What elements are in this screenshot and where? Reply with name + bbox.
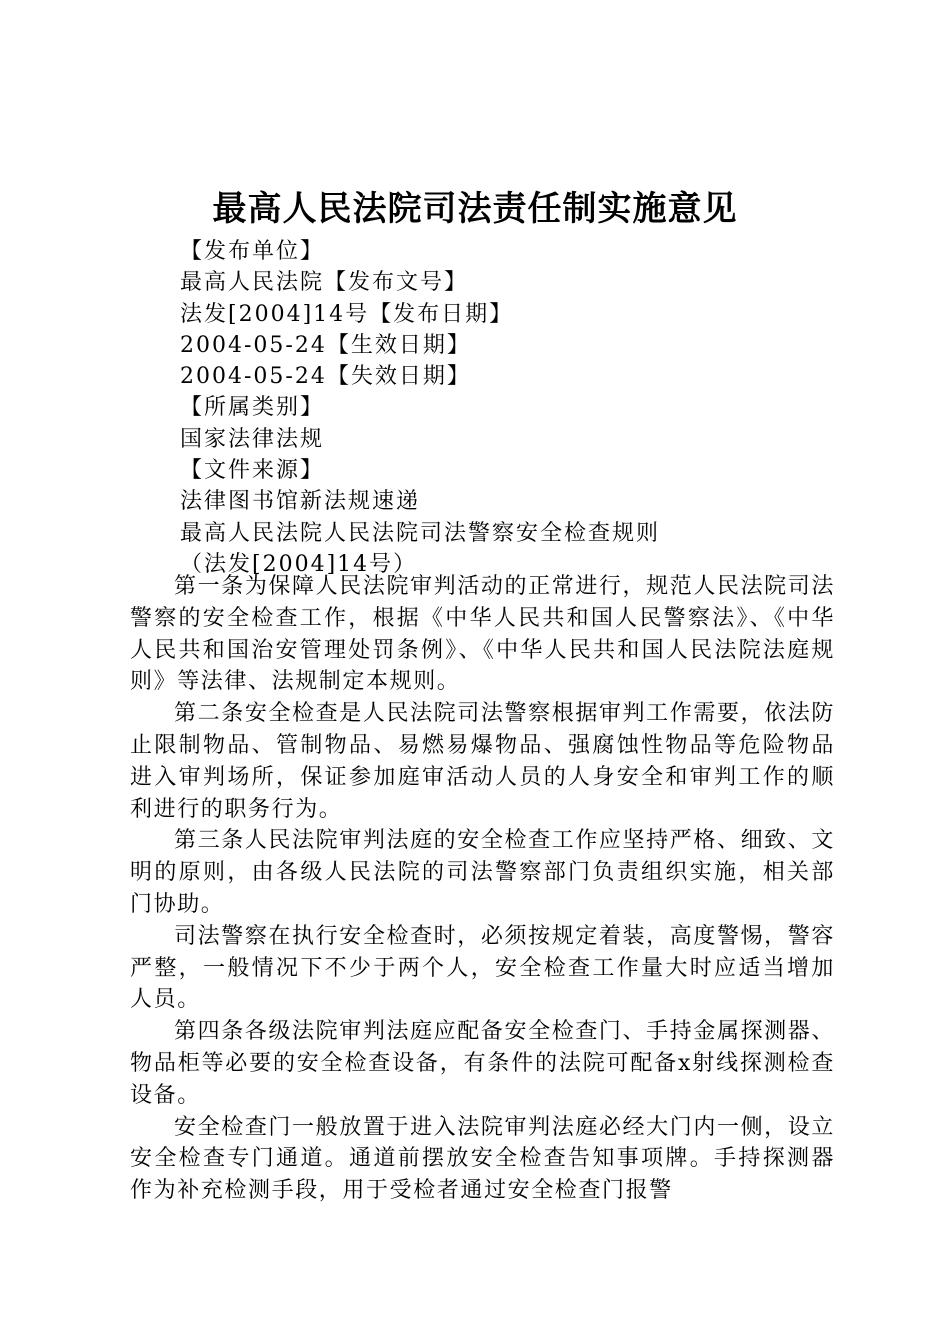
body-paragraph: 第四条各级法院审判法庭应配备安全检查门、手持金属探测器、物品柜等必要的安全检查设备，有条件的法院可配备x射线探测检查设备。 (130, 1019, 835, 1108)
document-meta (180, 236, 860, 580)
meta-line: 【所属类别】 (180, 395, 325, 421)
meta-line: （法发[2004]14号） (180, 551, 418, 577)
meta-line: 法律图书馆新法规速递 (180, 489, 421, 515)
meta-line: 法发[2004]14号【发布日期】 (180, 301, 514, 327)
body-paragraph: 第一条为保障人民法院审判活动的正常进行，规范人民法院司法警察的安全检查工作，根据《中华人民共和国人民警察法》、《中华人民共和国治安管理处罚条例》、《中华人民共和国人民法院法庭规则》等法律、法规制定本规则。 (130, 574, 835, 695)
meta-line: 【发布单位】 (180, 239, 325, 264)
body-paragraph: 第二条安全检查是人民法院司法警察根据审判工作需要，依法防止限制物品、管制物品、易燃易爆物品、强腐蚀性物品等危险物品进入审判场所，保证参加庭审活动人员的人身安全和审判工作的顺利进行的职务行为。 (130, 701, 835, 822)
meta-line: 2004-05-24【生效日期】 (180, 332, 471, 358)
document-title: 最高人民法院司法责任制实施意见 (212, 189, 738, 229)
meta-line: 最高人民法院人民法院司法警察安全检查规则 (180, 520, 661, 546)
meta-line: 2004-05-24【失效日期】 (180, 364, 471, 390)
meta-line: 【文件来源】 (180, 458, 325, 484)
body-paragraph: 司法警察在执行安全检查时，必须按规定着装，高度警惕，警容严整，一般情况下不少于两个人，安全检查工作量大时应适当增加人员。 (130, 923, 835, 1013)
document-body (130, 571, 835, 1207)
meta-line: 国家法律法规 (180, 426, 325, 452)
body-paragraph: 安全检查门一般放置于进入法院审判法庭必经大门内一侧，设立安全检查专门通道。通道前摆放安全检查告知事项牌。手持探测器作为补充检测手段，用于受检者通过安全检查门报警 (130, 1114, 835, 1204)
body-paragraph: 第三条人民法院审判法庭的安全检查工作应坚持严格、细致、文明的原则，由各级人民法院的司法警察部门负责组织实施，相关部门协助。 (130, 828, 835, 917)
meta-line: 最高人民法院【发布文号】 (180, 270, 469, 296)
